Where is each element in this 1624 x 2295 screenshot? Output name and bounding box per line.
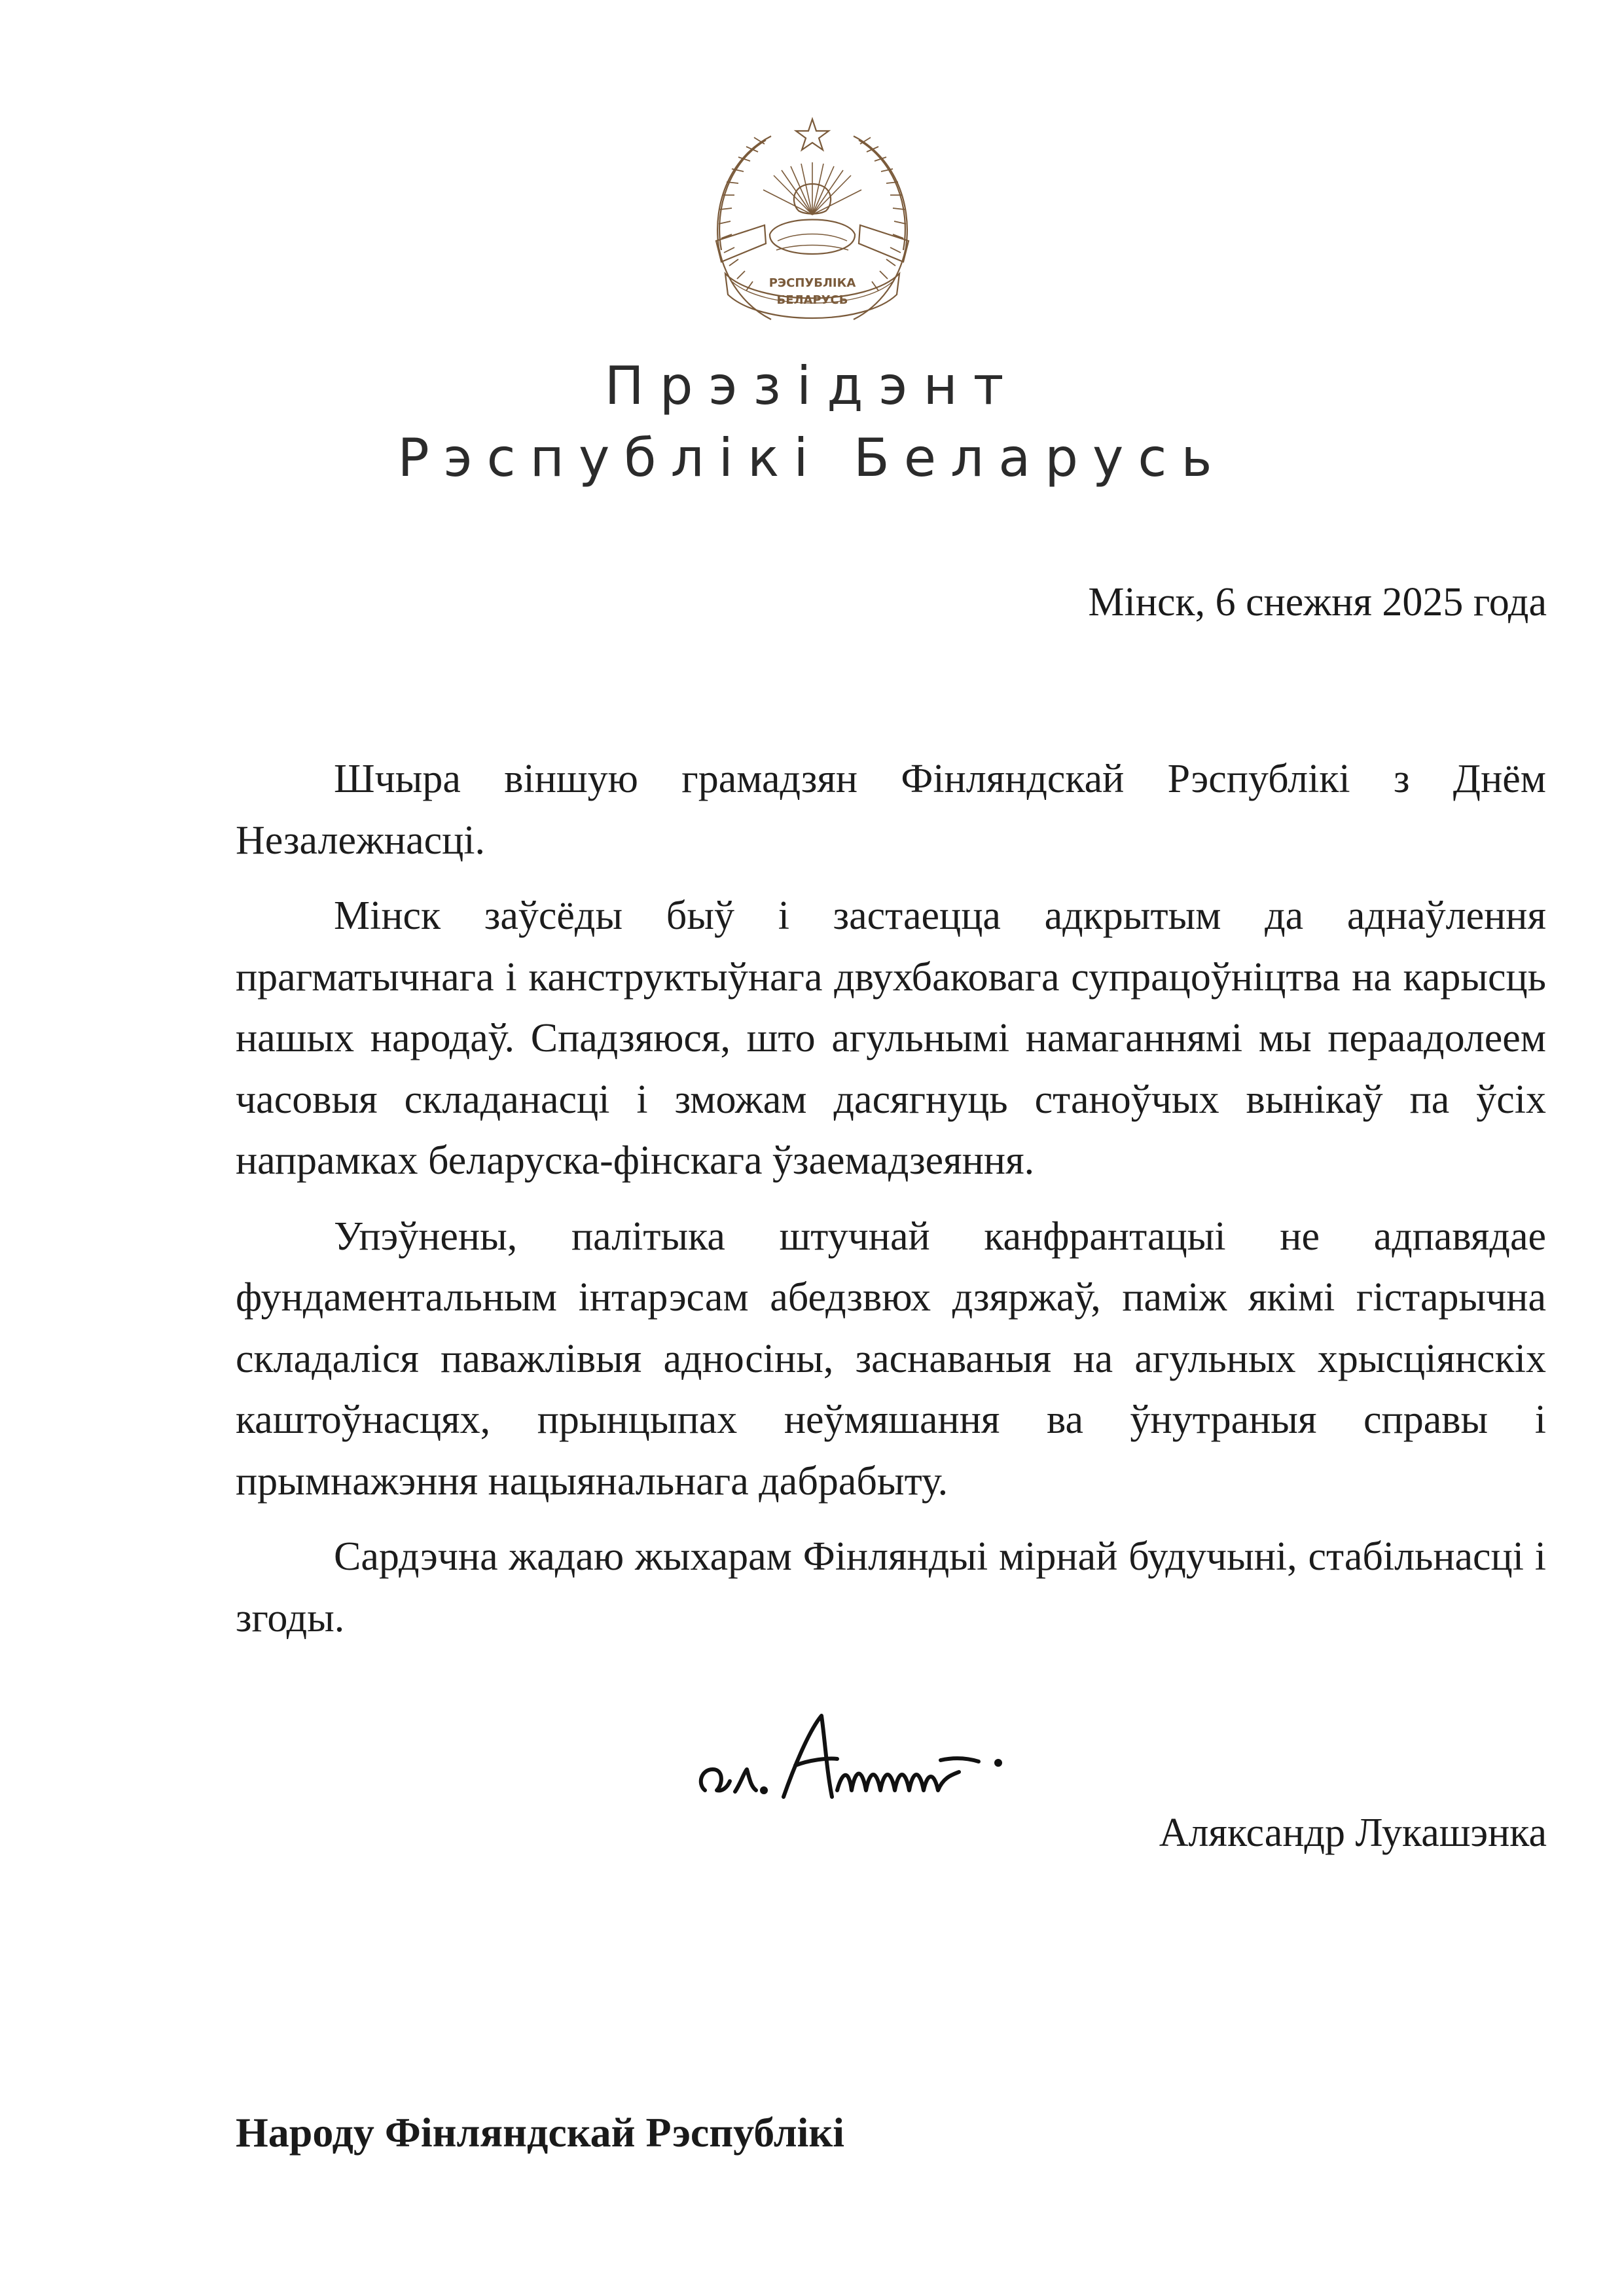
letterhead-title-line-1: Прэзідэнт bbox=[604, 355, 1020, 416]
paragraph: Упэўнены, палітыка штучнай канфрантацыі не адпавядае фундаментальным інтарэсам абедзвюх дзяржаў, паміж якімі гістарычна складаліся паважлівыя адносіны, заснаваныя на агульных хрысціянскіх каштоўнасцях, прынцыпах неўмяшання ва ўнутраныя справы і прымнажэння нацыянальнага дабрабыту. bbox=[236, 1214, 1546, 1504]
letter-body bbox=[236, 749, 1546, 1663]
paragraph: Мінск заўсёды быў і застаецца адкрытым да аднаўлення прагматычнага і канструктыўнага двухбаковага супрацоўніцтва на карысць нашых народаў. Спадзяюся, што агульнымі намаганнямі мы пераадолеем часовыя складанасці і зможам дасягнуць станоўчых вынікаў па ўсіх напрамках беларуска-фінскага ўзаемадзеяння. bbox=[236, 894, 1546, 1183]
belarus-state-emblem-icon bbox=[693, 110, 932, 335]
signer-name: Аляксандр Лукашэнка bbox=[1159, 1811, 1547, 1855]
handwritten-signature-icon bbox=[697, 1692, 1077, 1830]
date-line: Мінск, 6 снежня 2025 года bbox=[1088, 580, 1547, 624]
paragraph: Шчыра віншую грамадзян Фінляндскай Рэспублікі з Днём Незалежнасці. bbox=[236, 757, 1546, 863]
letterhead-title-line-2: Рэспублікі Беларусь bbox=[397, 427, 1227, 488]
svg-text:РЭСПУБЛІКА: РЭСПУБЛІКА bbox=[768, 276, 856, 290]
svg-text:БЕЛАРУСЬ: БЕЛАРУСЬ bbox=[776, 293, 848, 307]
paragraph: Сардэчна жадаю жыхарам Фінляндыі мірнай будучыні, стабільнасці і згоды. bbox=[236, 1534, 1546, 1640]
addressee: Народу Фінляндскай Рэспублікі bbox=[236, 2109, 845, 2156]
